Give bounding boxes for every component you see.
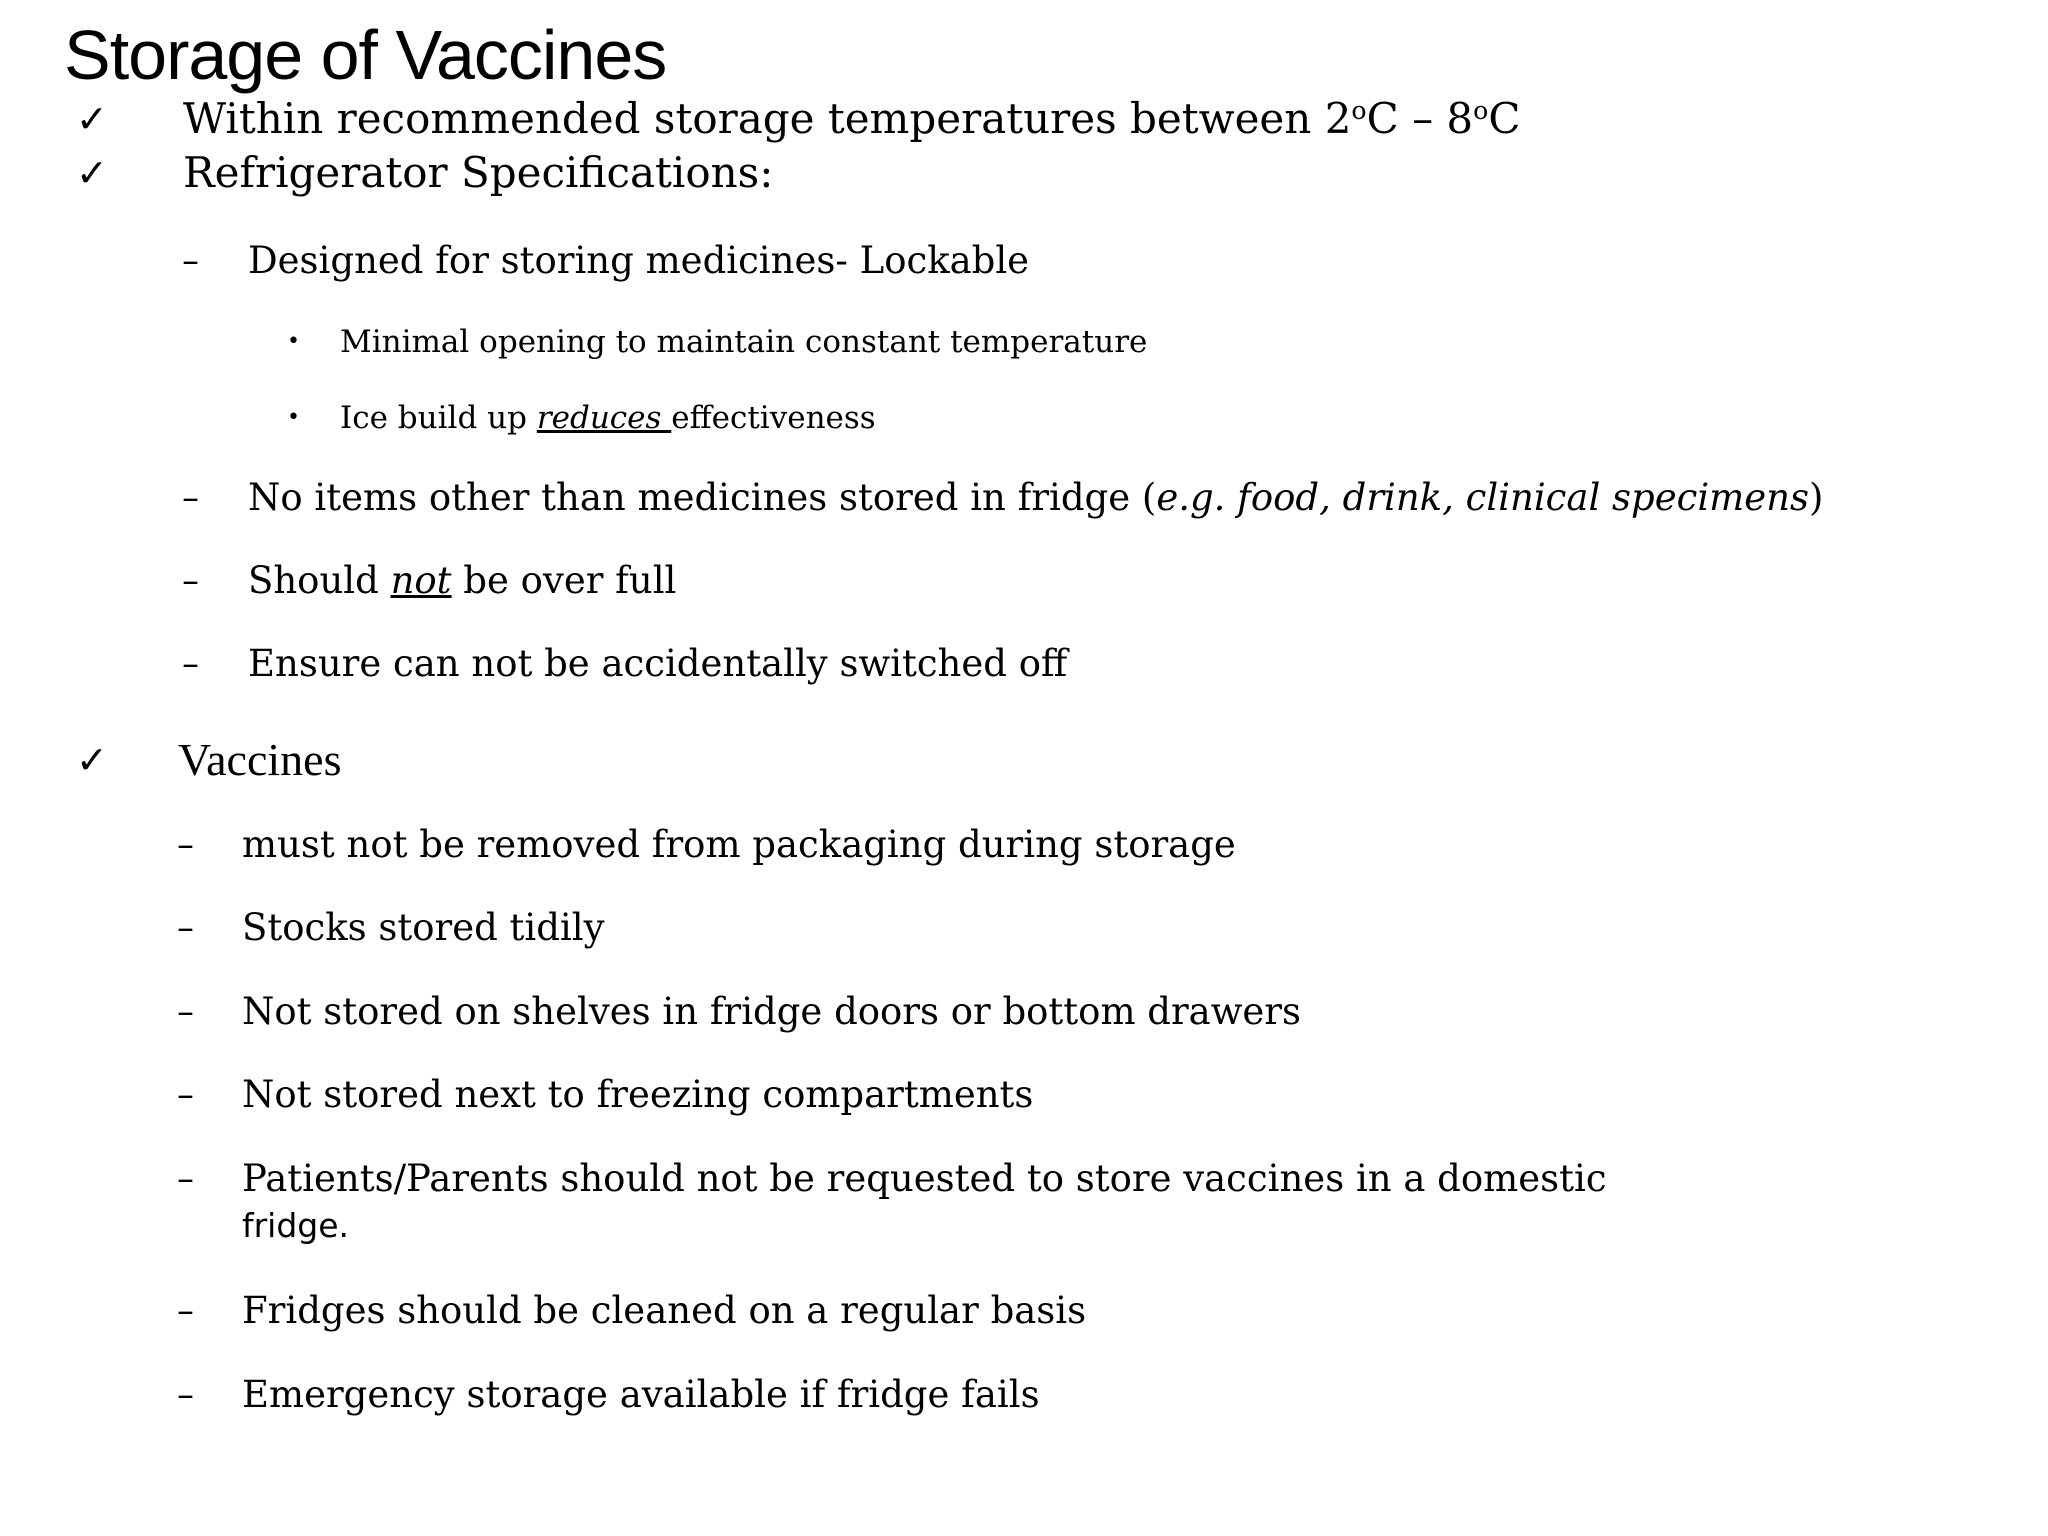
- item-cleaned: Fridges should be cleaned on a regular basis: [242, 1289, 1087, 1332]
- item-freezing: Not stored next to freezing compartments: [242, 1073, 1034, 1116]
- item-no-items: [248, 475, 1823, 521]
- dash-marker: –: [177, 908, 194, 948]
- no-items-suffix: ): [1808, 476, 1824, 519]
- dash-marker: –: [182, 478, 199, 518]
- item-patients-line1: Patients/Parents should not be requested to store vaccines in a domestic: [242, 1157, 1607, 1200]
- dash-marker: –: [177, 1291, 194, 1331]
- dash-marker: –: [182, 241, 199, 281]
- degree-mark: o: [1473, 96, 1489, 126]
- item-patients-line2: fridge.: [242, 1206, 350, 1245]
- item-packaging: must not be removed from packaging during storage: [242, 823, 1236, 866]
- check-icon: ✓: [76, 97, 108, 141]
- item-minimal-opening: Minimal opening to maintain constant temperature: [340, 324, 1148, 360]
- item-emergency: Emergency storage available if fridge fails: [242, 1373, 1040, 1416]
- check-icon: ✓: [76, 151, 108, 195]
- dash-marker: –: [177, 1159, 194, 1199]
- item-fridge-specs: Refrigerator Specifications:: [183, 148, 774, 197]
- check-icon: ✓: [76, 738, 108, 782]
- item-shelves: Not stored on shelves in fridge doors or bottom drawers: [242, 990, 1301, 1033]
- item-designed: Designed for storing medicines- Lockable: [248, 239, 1030, 282]
- bullet-marker: •: [287, 329, 300, 354]
- temperature-prefix: Within recommended storage temperatures between 2: [183, 94, 1352, 143]
- page-title: Storage of Vaccines: [64, 16, 667, 94]
- item-over-full: [248, 558, 676, 604]
- dash-marker: –: [177, 992, 194, 1032]
- degree-mark: o: [1351, 96, 1367, 126]
- dash-marker: –: [177, 825, 194, 865]
- dash-marker: –: [177, 1075, 194, 1115]
- bullet-marker: •: [287, 405, 300, 430]
- item-ice-build-up: [340, 398, 876, 438]
- temperature-mid: C – 8: [1366, 94, 1474, 143]
- ice-emphasis: reduces: [536, 400, 672, 436]
- temperature-suffix: C: [1488, 94, 1521, 143]
- dash-marker: –: [182, 644, 199, 684]
- over-full-suffix: be over full: [451, 559, 677, 602]
- item-tidily: Stocks stored tidily: [242, 906, 605, 949]
- item-switched-off: Ensure can not be accidentally switched off: [248, 642, 1068, 685]
- item-vaccines: Vaccines: [178, 734, 342, 785]
- dash-marker: –: [177, 1375, 194, 1415]
- no-items-prefix: No items other than medicines stored in fridge (: [248, 476, 1157, 519]
- no-items-examples: e.g. food, drink, clinical specimens: [1156, 476, 1809, 519]
- over-full-prefix: Should: [248, 559, 391, 602]
- over-full-emphasis: not: [390, 559, 452, 602]
- ice-suffix: effectiveness: [671, 400, 876, 436]
- item-temperature: [183, 93, 1520, 145]
- ice-prefix: Ice build up: [340, 400, 537, 436]
- dash-marker: –: [182, 561, 199, 601]
